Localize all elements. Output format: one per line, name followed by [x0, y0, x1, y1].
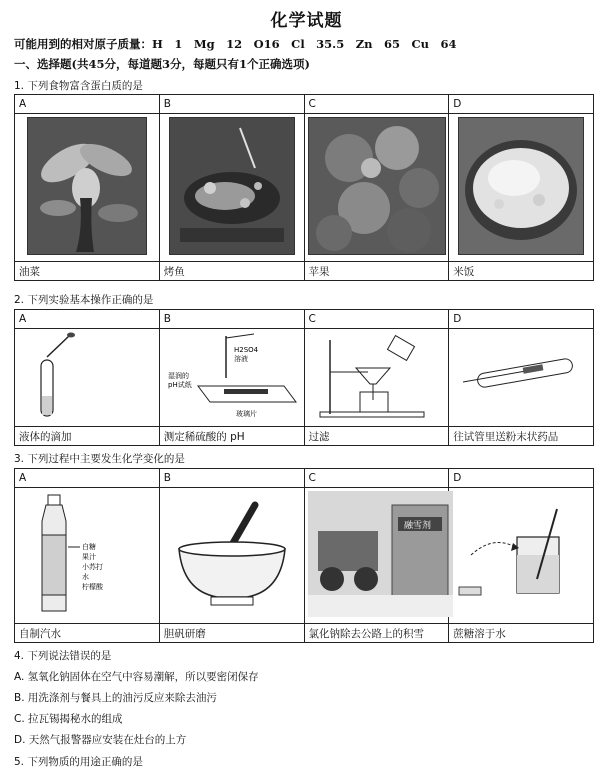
q1-image-b [159, 114, 304, 262]
q2-image-d [449, 329, 594, 427]
road-salt-photo [308, 491, 456, 617]
grilled-fish-photo [169, 117, 295, 255]
q3-letter-b: B [159, 469, 304, 488]
bottle-label-soda: 小苏打 [81, 563, 103, 571]
q1-image-d [449, 114, 594, 262]
q3-option-a: 自制汽水 [15, 624, 160, 643]
question-4-stem: 4. 下列说法错误的是 [14, 650, 112, 662]
paper-label-2: pH试纸 [167, 381, 192, 389]
question-3-table [14, 468, 594, 643]
question-2-stem: 2. 下列实验基本操作正确的是 [14, 294, 154, 306]
powder-test-tube-diagram [453, 332, 589, 420]
q3-image-d [449, 488, 594, 624]
q1-option-b: 烤鱼 [159, 262, 304, 281]
acid-label-2: 溶液 [233, 355, 248, 363]
rapeseed-photo [27, 117, 147, 255]
q3-image-c [304, 488, 449, 624]
question-3-stem: 3. 下列过程中主要发生化学变化的是 [14, 453, 185, 465]
q3-option-d: 蔗糖溶于水 [449, 624, 594, 643]
question-1-stem: 1. 下列食物富含蛋白质的是 [14, 80, 143, 92]
q4-choice-d: D. 天然气报警器应安装在灶台的上方 [14, 734, 187, 746]
q2-option-c: 过滤 [304, 427, 449, 446]
q2-image-c [304, 329, 449, 427]
q3-option-b: 胆矾研磨 [159, 624, 304, 643]
bottle-label-citric: 柠檬酸 [81, 583, 103, 591]
question-2-table [14, 309, 594, 446]
q1-option-d: 米饭 [449, 262, 594, 281]
q1-option-c: 苹果 [304, 262, 449, 281]
q3-option-c: 氯化钠除去公路上的积雪 [304, 624, 449, 643]
q2-letter-b: B [159, 310, 304, 329]
q2-letter-d: D [449, 310, 594, 329]
q3-letter-c: C [304, 469, 449, 488]
q2-image-a [15, 329, 160, 427]
q3-image-b [159, 488, 304, 624]
bottle-label-sugar: 白糖 [81, 543, 96, 551]
page-title: 化学试题 [270, 11, 343, 31]
acid-label: H2SO4 [233, 346, 258, 354]
bottle-label-juice: 果汁 [81, 553, 96, 561]
section-heading: 一、选择题(共45分，每道题3分，每题只有1个正确选项) [14, 57, 310, 71]
q1-image-a [15, 114, 160, 262]
q1-option-a: 油菜 [15, 262, 160, 281]
q1-letter-c: C [304, 95, 449, 114]
q2-image-b [159, 329, 304, 427]
apple-photo [308, 117, 446, 255]
rice-photo [458, 117, 584, 255]
sugar-dissolving-diagram [453, 491, 589, 617]
question-1-table [14, 94, 594, 281]
q2-option-b: 测定稀硫酸的 pH [159, 427, 304, 446]
q2-letter-a: A [15, 310, 160, 329]
q3-letter-a: A [15, 469, 160, 488]
snow-melt-bag-label: 融雪剂 [403, 521, 431, 531]
mortar-pestle-diagram [167, 491, 297, 617]
filtration-diagram [308, 332, 444, 420]
bottle-label-water: 水 [81, 573, 89, 581]
q1-letter-b: B [159, 95, 304, 114]
q1-letter-a: A [15, 95, 160, 114]
dropper-test-tube-diagram [27, 332, 147, 420]
q4-choice-b: B. 用洗涤剂与餐具上的油污反应来除去油污 [14, 692, 217, 704]
q3-letter-d: D [449, 469, 594, 488]
q2-option-a: 液体的滴加 [15, 427, 160, 446]
q3-image-a [15, 488, 160, 624]
q4-choice-a: A. 氢氧化钠固体在空气中容易潮解，所以要密闭保存 [14, 671, 259, 683]
atomic-masses: 可能用到的相对原子质量：H 1 Mg 12 O16 Cl 35.5 Zn 65 Cu 64 [14, 37, 457, 51]
soda-bottle-diagram [28, 491, 146, 617]
q2-option-d: 往试管里送粉末状药品 [449, 427, 594, 446]
glass-label: 玻璃片 [235, 410, 257, 418]
q2-letter-c: C [304, 310, 449, 329]
q1-image-c [304, 114, 449, 262]
paper-label: 湿润的 [167, 372, 189, 380]
q1-letter-d: D [449, 95, 594, 114]
q4-choice-c: C. 拉瓦锡揭秘水的组成 [14, 713, 123, 725]
question-5-stem: 5. 下列物质的用途正确的是 [14, 756, 143, 768]
ph-paper-diagram [164, 332, 300, 420]
